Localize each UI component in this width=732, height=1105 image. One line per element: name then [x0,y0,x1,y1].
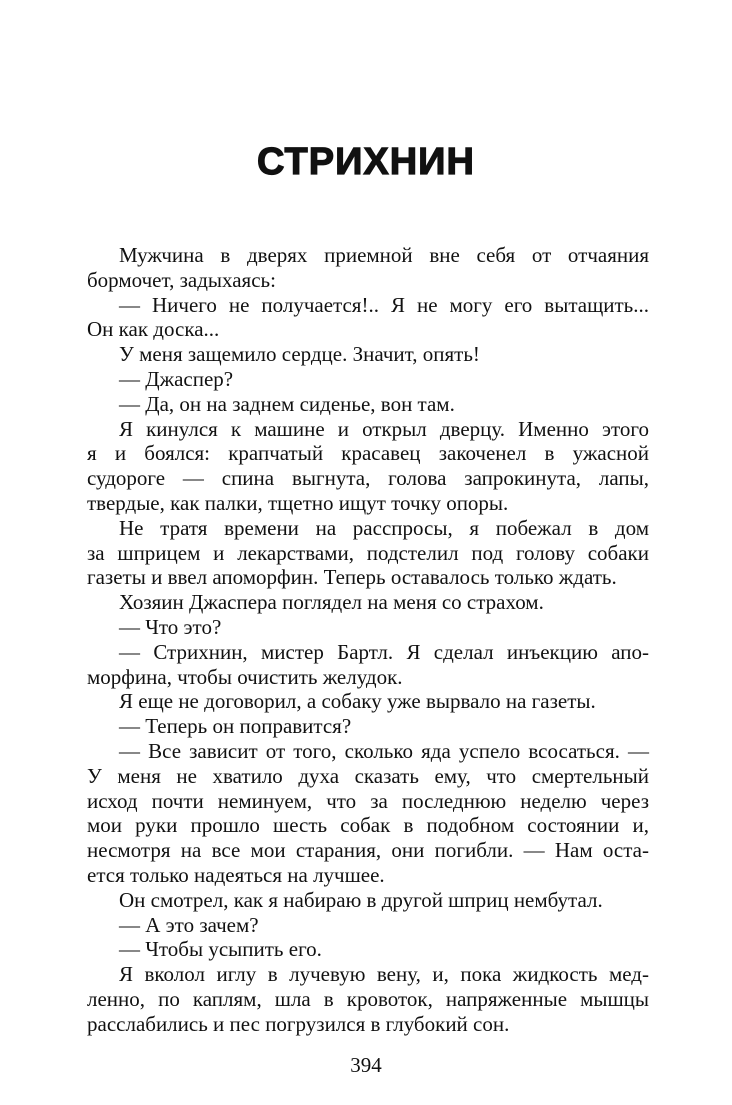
text-line: — Теперь он поправится? [119,714,352,739]
text-line: морфина, чтобы очистить желудок. [87,664,403,689]
text-line: ется только надеяться на лучшее. [87,862,385,887]
text-line: Он как доска... [87,317,220,342]
text-line: судороге — спина выгнута, голова запрокинута, лапы, [87,466,649,491]
text-line: Не тратя времени на расспросы, я побежал в дом [119,515,649,540]
text-line: — Да, он на заднем сиденье, вон там. [119,391,455,416]
text-line: — Чтобы усыпить его. [119,937,322,962]
body-text [87,243,649,1037]
text-line: — Джаспер? [119,366,234,391]
text-line: Он смотрел, как я набираю в другой шприц нембутал. [119,887,603,912]
text-line: за шприцем и лекарствами, подстелил под голову собаки [87,540,649,565]
text-line: У меня защемило сердце. Значит, опять! [119,342,480,367]
text-line: расслабились и пес погрузился в глубокий сон. [87,1011,510,1036]
text-line: — Стрихнин, мистер Бартл. Я сделал инъекцию апо- [119,639,649,664]
page-number: 394 [350,1053,382,1077]
text-line: газеты и ввел апоморфин. Теперь оставалось только ждать. [87,565,617,590]
text-line: несмотря на все мои старания, они погибли. — Нам оста- [87,838,649,863]
text-line: бормочет, задыхаясь: [87,267,276,292]
text-line: — Ничего не получается!.. Я не могу его вытащить... [119,292,649,317]
text-line: Я вколол иглу в лучевую вену, и, пока жидкость мед- [119,962,649,987]
text-line: Я еще не договорил, а собаку уже вырвало на газеты. [119,689,596,714]
text-line: исход почти неминуем, что за последнюю неделю через [87,788,649,813]
text-line: Мужчина в дверях приемной вне себя от отчаяния [119,243,649,267]
text-line: Хозяин Джаспера поглядел на меня со страхом. [119,590,544,615]
text-line: ленно, по каплям, шла в кровоток, напряженные мышцы [87,986,649,1011]
text-line: мои руки прошло шесть собак в подобном состоянии и, [87,813,649,838]
text-line: — Все зависит от того, сколько яда успело всосаться. — [119,738,649,763]
chapter-title: СТРИХНИН [257,141,475,183]
text-line: твердые, как палки, тщетно ищут точку опоры. [87,490,509,515]
text-line: Я кинулся к машине и открыл дверцу. Именно этого [119,416,649,441]
text-line: — Что это? [119,614,222,639]
text-line: я и боялся: крапчатый красавец закоченел в ужасной [87,441,649,466]
text-line: У меня не хватило духа сказать ему, что смертельный [87,763,649,788]
text-line: — А это зачем? [119,912,259,937]
